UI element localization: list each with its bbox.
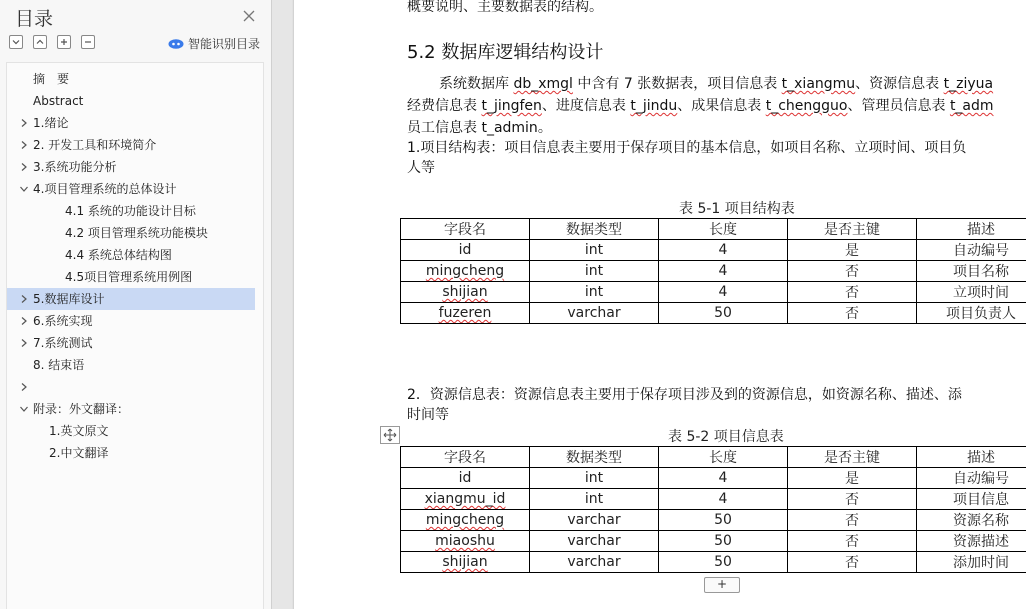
doc-para-2 bbox=[407, 95, 994, 115]
table-row bbox=[401, 303, 1026, 324]
para3-text-c: 。 bbox=[537, 120, 552, 136]
table-row bbox=[401, 282, 1026, 303]
doc-para-6: 2．资源信息表：资源信息表主要用于保存项目涉及到的资源信息，如资源名称、描述、添 bbox=[407, 387, 962, 403]
table-row bbox=[401, 240, 1026, 261]
chevron-down-icon[interactable] bbox=[19, 184, 29, 194]
table-cell[interactable]: 是 bbox=[788, 468, 917, 489]
table-cell[interactable]: 4 bbox=[659, 261, 788, 282]
table-cell[interactable]: mingcheng bbox=[401, 261, 530, 282]
toc-item-appendix-1[interactable]: 1.英文原文 bbox=[49, 424, 109, 438]
doc-line-top: 概要说明、主要数据表的结构。 bbox=[407, 0, 603, 15]
para2-text-d: t_jindu bbox=[630, 98, 678, 114]
table-row bbox=[401, 531, 1026, 552]
table-cell[interactable]: 4 bbox=[659, 282, 788, 303]
toc-item-4-2[interactable]: 4.2 项目管理系统功能模块 bbox=[65, 226, 208, 240]
toc-item-empty[interactable] bbox=[7, 376, 255, 398]
table-row bbox=[401, 510, 1026, 531]
sidebar-title: 目录 bbox=[15, 8, 54, 30]
chevron-right-icon[interactable] bbox=[19, 140, 29, 150]
para2-text-a: 经费信息表 bbox=[407, 98, 482, 114]
table-move-handle-icon[interactable] bbox=[380, 426, 400, 444]
para1-text-e: 、资源信息表 bbox=[855, 76, 944, 92]
table-cell[interactable]: 50 bbox=[659, 531, 788, 552]
chevron-right-icon[interactable] bbox=[19, 118, 29, 128]
table-cell[interactable]: 否 bbox=[788, 531, 917, 552]
table-cell[interactable]: int bbox=[530, 261, 659, 282]
table-cell[interactable]: varchar bbox=[530, 510, 659, 531]
table-header-cell[interactable]: 长度 bbox=[659, 219, 788, 240]
table-cell[interactable]: id bbox=[401, 240, 530, 261]
toc-item-abstract-cn[interactable]: 摘 要 bbox=[33, 72, 70, 86]
table-cell[interactable]: 自动编号 bbox=[917, 240, 1026, 261]
para2-text-c: 、进度信息表 bbox=[541, 98, 631, 114]
add-heading-icon[interactable] bbox=[57, 35, 71, 49]
para1-text-a: 系统数据库 bbox=[439, 76, 514, 92]
table-cell[interactable]: 项目信息 bbox=[917, 489, 1026, 510]
table-cell[interactable]: 资源名称 bbox=[917, 510, 1026, 531]
table-cell[interactable]: mingcheng bbox=[401, 510, 530, 531]
table-header-cell[interactable]: 数据类型 bbox=[530, 447, 659, 468]
toc-item-1[interactable]: 1.绪论 bbox=[7, 112, 255, 134]
close-icon[interactable] bbox=[242, 8, 256, 22]
table-header-cell[interactable]: 数据类型 bbox=[530, 219, 659, 240]
table2-caption: 表 5-2 项目信息表 bbox=[668, 429, 784, 445]
section-heading: 5.2 数据库逻辑结构设计 bbox=[407, 42, 604, 63]
table-cell[interactable]: 4 bbox=[659, 468, 788, 489]
para1-text-d: t_xiangmu bbox=[781, 76, 856, 92]
toc-item-3[interactable]: 3.系统功能分析 bbox=[7, 156, 255, 178]
doc-para-7: 时间等 bbox=[407, 407, 449, 423]
table-cell[interactable]: 否 bbox=[788, 303, 917, 324]
table-cell[interactable]: 4 bbox=[659, 489, 788, 510]
smart-toc-label: 智能识别目录 bbox=[188, 36, 261, 51]
smart-toc-button[interactable] bbox=[168, 34, 260, 52]
table-cell[interactable]: varchar bbox=[530, 531, 659, 552]
toc-list bbox=[6, 62, 264, 609]
table-cell[interactable]: 项目名称 bbox=[917, 261, 1026, 282]
table-header-cell[interactable]: 长度 bbox=[659, 447, 788, 468]
cloud-ai-icon bbox=[168, 38, 184, 49]
table-row bbox=[401, 489, 1026, 510]
toc-item-appendix[interactable]: 附录：外文翻译： bbox=[7, 398, 255, 420]
chevron-right-icon[interactable] bbox=[19, 162, 29, 172]
remove-heading-icon[interactable] bbox=[81, 35, 95, 49]
table-cell[interactable]: 否 bbox=[788, 510, 917, 531]
table-cell[interactable]: int bbox=[530, 489, 659, 510]
expand-all-icon[interactable] bbox=[33, 35, 47, 49]
document-page[interactable] bbox=[294, 0, 1026, 609]
table-header-row bbox=[401, 219, 1026, 240]
toc-item-4-1[interactable]: 4.1 系统的功能设计目标 bbox=[65, 204, 196, 218]
toc-item-6[interactable]: 6.系统实现 bbox=[7, 310, 255, 332]
table-cell[interactable]: 否 bbox=[788, 552, 917, 573]
table-header-cell[interactable]: 字段名 bbox=[401, 219, 530, 240]
table-cell[interactable]: 50 bbox=[659, 510, 788, 531]
table-cell[interactable]: shijian bbox=[401, 282, 530, 303]
toc-item-8[interactable]: 8. 结束语 bbox=[33, 358, 85, 372]
toc-item-appendix-2[interactable]: 2.中文翻译 bbox=[49, 446, 109, 460]
table-cell[interactable]: 项目负责人 bbox=[917, 303, 1026, 324]
para2-text-b: t_jingfen bbox=[481, 98, 542, 114]
table-cell[interactable]: fuzeren bbox=[401, 303, 530, 324]
table-cell[interactable]: 4 bbox=[659, 240, 788, 261]
para2-text-h: t_adm bbox=[949, 98, 994, 114]
table-header-cell[interactable]: 是否主键 bbox=[788, 447, 917, 468]
para2-text-g: 、管理员信息表 bbox=[847, 98, 950, 114]
para1-text-f: t_ziyua bbox=[943, 76, 994, 92]
table-cell[interactable]: id bbox=[401, 468, 530, 489]
collapse-all-icon[interactable] bbox=[9, 35, 23, 49]
table-cell[interactable]: 是 bbox=[788, 240, 917, 261]
table-cell[interactable]: 自动编号 bbox=[917, 468, 1026, 489]
table-cell[interactable]: miaoshu bbox=[401, 531, 530, 552]
document-area[interactable] bbox=[272, 0, 1026, 609]
toc-item-4-5[interactable]: 4.5项目管理系统用例图 bbox=[65, 270, 193, 284]
para3-text-b: t_admin bbox=[481, 120, 538, 136]
table-cell[interactable]: int bbox=[530, 240, 659, 261]
toc-item-2[interactable]: 2. 开发工具和环境简介 bbox=[7, 134, 255, 156]
doc-para-3 bbox=[407, 117, 552, 137]
table-row bbox=[401, 261, 1026, 282]
table-cell[interactable]: 资源描述 bbox=[917, 531, 1026, 552]
chevron-right-icon[interactable] bbox=[19, 338, 29, 348]
table-cell[interactable]: shijian bbox=[401, 552, 530, 573]
chevron-right-icon[interactable] bbox=[19, 316, 29, 326]
chevron-right-icon[interactable] bbox=[19, 294, 29, 304]
table-cell[interactable]: int bbox=[530, 282, 659, 303]
table-cell[interactable]: varchar bbox=[530, 303, 659, 324]
para2-text-f: t_chengguo bbox=[765, 98, 848, 114]
table-row bbox=[401, 552, 1026, 573]
table-header-cell[interactable]: 描述 bbox=[917, 447, 1026, 468]
para2-text-e: 、成果信息表 bbox=[677, 98, 766, 114]
toc-item-abstract-en[interactable]: Abstract bbox=[33, 94, 84, 108]
table-row bbox=[401, 468, 1026, 489]
add-row-button[interactable]: + bbox=[704, 577, 740, 593]
toc-item-4[interactable]: 4.项目管理系统的总体设计 bbox=[7, 178, 255, 200]
para3-text-a: 员工信息表 bbox=[407, 120, 482, 136]
table-header-cell[interactable]: 字段名 bbox=[401, 447, 530, 468]
table1-caption: 表 5-1 项目结构表 bbox=[679, 201, 795, 217]
chevron-right-icon[interactable] bbox=[19, 382, 29, 392]
table-header-cell[interactable]: 是否主键 bbox=[788, 219, 917, 240]
table-1[interactable] bbox=[400, 218, 1026, 324]
toc-item-5[interactable]: 5.数据库设计 bbox=[7, 288, 255, 310]
chevron-down-icon[interactable] bbox=[19, 404, 29, 414]
table-cell[interactable]: 立项时间 bbox=[917, 282, 1026, 303]
table-cell[interactable]: xiangmu_id bbox=[401, 489, 530, 510]
para1-text-c: 中含有 7 张数据表，项目信息表 bbox=[572, 76, 782, 92]
toc-item-4-4[interactable]: 4.4 系统总体结构图 bbox=[65, 248, 172, 262]
table-cell[interactable]: 添加时间 bbox=[917, 552, 1026, 573]
doc-para-4: 1.项目结构表：项目信息表主要用于保存项目的基本信息，如项目名称、立项时间、项目负 bbox=[407, 140, 967, 156]
para1-text-b: db_xmgl bbox=[513, 76, 573, 92]
table-cell[interactable]: int bbox=[530, 468, 659, 489]
table-header-cell[interactable]: 描述 bbox=[917, 219, 1026, 240]
table-cell[interactable]: 否 bbox=[788, 489, 917, 510]
table-cell[interactable]: 否 bbox=[788, 261, 917, 282]
table-2[interactable] bbox=[400, 446, 1026, 573]
toc-item-7[interactable]: 7.系统测试 bbox=[7, 332, 255, 354]
table-cell[interactable]: varchar bbox=[530, 552, 659, 573]
table-cell[interactable]: 否 bbox=[788, 282, 917, 303]
doc-para-1 bbox=[439, 73, 993, 93]
table-cell[interactable]: 50 bbox=[659, 303, 788, 324]
doc-para-5: 人等 bbox=[407, 160, 435, 176]
table-cell[interactable]: 50 bbox=[659, 552, 788, 573]
table-header-row bbox=[401, 447, 1026, 468]
toc-sidebar bbox=[0, 0, 272, 609]
